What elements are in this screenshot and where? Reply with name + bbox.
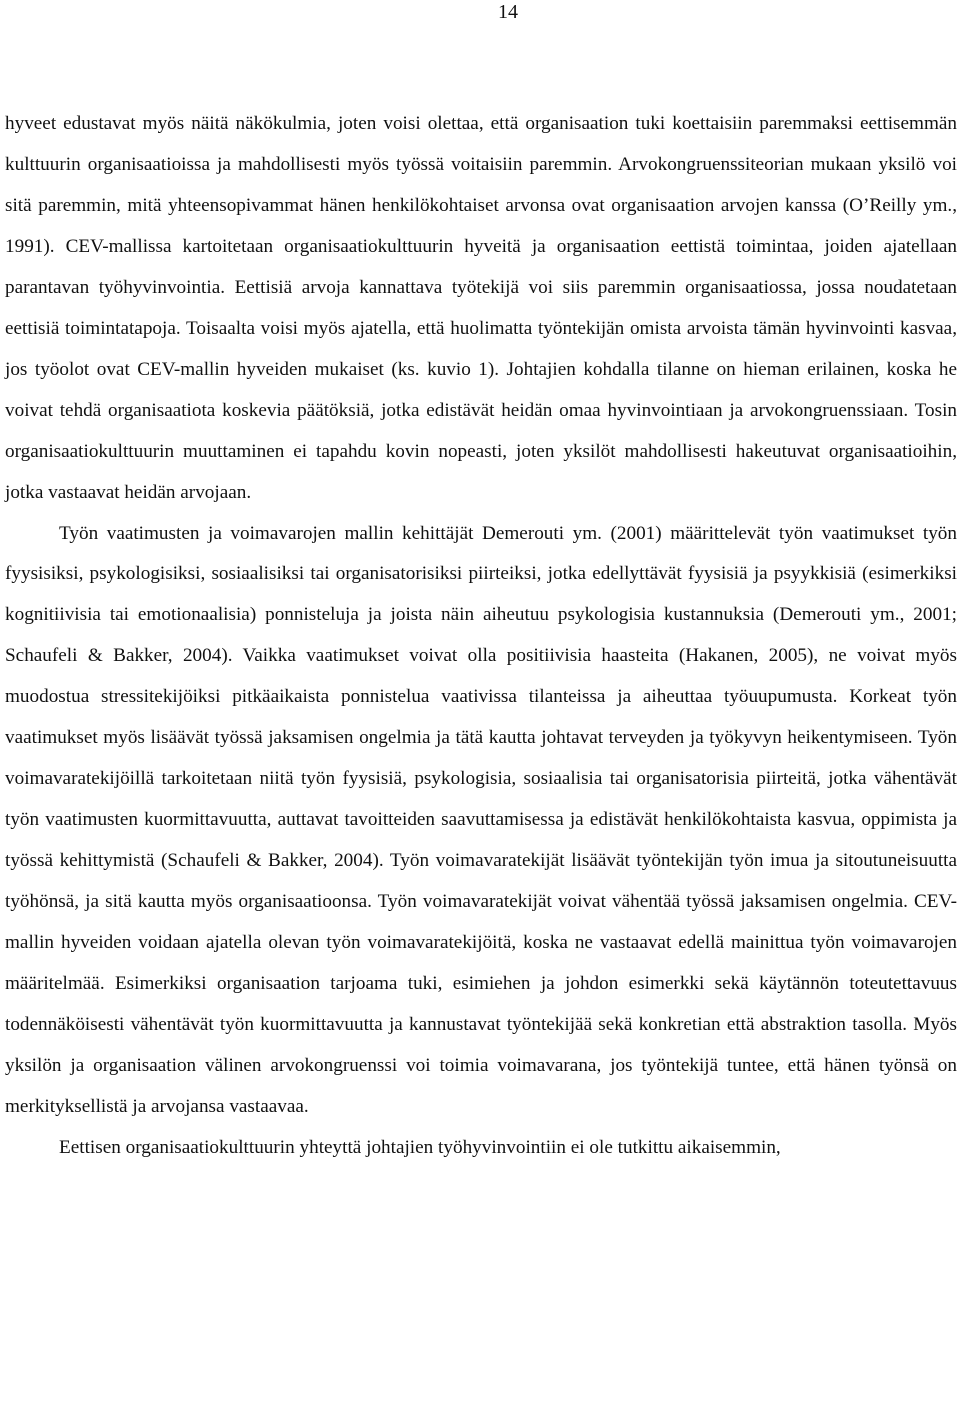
paragraph-2: Työn vaatimusten ja voimavarojen mallin kehittäjät Demerouti ym. (2001) määrittelevät työn vaatimukset työn fyysisiksi, psykologisiksi, sosiaalisiksi tai organisatorisiksi piirteiksi, jotka edellyttävät fyysisiä ja psyykkisiä (esimerkiksi kognitiivisia tai emotionaalisia) ponnisteluja ja joista näin aiheutuu psykologisia kustannuksia (Demerouti ym., 2001; Schaufeli & Bakker, 2004). Vaikka vaatimukset voivat olla positiivisia haasteita (Hakanen, 2005), ne voivat myös muodostua stressitekijöiksi pitkäaikaista ponnistelua vaativissa tilanteissa ja aiheuttaa työuupumusta. Korkeat työn vaatimukset myös lisäävät työssä jaksamisen ongelmia ja tätä kautta johtavat terveyden ja työkyvyn heikentymiseen. Työn voimavaratekijöillä tarkoitetaan niitä työn fyysisiä, psykologisia, sosiaalisia tai organisatorisia piirteitä, jotka vähentävät työn vaatimusten kuormittavuutta, auttavat tavoitteiden saavuttamisessa ja edistävät henkilökohtaista kasvua, oppimista ja työssä kehittymistä (Schaufeli & Bakker, 2004). Työn voimavaratekijät lisäävät työntekijän työn imua ja sitoutuneisuutta työhönsä, ja sitä kautta myös organisaatioonsa. Työn voimavaratekijät voivat vähentää työssä jaksamisen ongelmia. CEV-mallin hyveiden voidaan ajatella olevan työn voimavaratekijöitä, koska ne vastaavat edellä mainittua työn voimavarojen määritelmää. Esimerkiksi organisaation tarjoama tuki, esimiehen ja johdon esimerkki sekä käytännön toteutettavuus todennäköisesti vähentävät työn kuormittavuutta ja kannustavat työntekijää sekä konkretian että abstraktion tasolla. Myös yksilön ja organisaation välinen arvokongruenssi voi toimia voimavarana, jos työntekijä tuntee, että hänen työnsä on merkityksellistä ja arvojansa vastaavaa. — [5, 522, 957, 1117]
page-number: 14 — [498, 1, 518, 23]
paragraph-1: hyveet edustavat myös näitä näkökulmia, joten voisi olettaa, että organisaation tuki koettaisiin paremmaksi eettisemmän kulttuurin organisaatioissa ja mahdollisesti myös työssä voitaisiin paremmin. Arvokongruenssiteorian mukaan yksilö voi sitä paremmin, mitä yhteensopivammat hänen henkilökohtaiset arvonsa ovat organisaation arvojen kanssa (O’Reilly ym., 1991). CEV-mallissa kartoitetaan organisaatiokulttuurin hyveitä ja organisaation eettistä toimintaa, joiden ajatellaan parantavan työhyvinvointia. Eettisiä arvoja kannattava työtekijä voi siis paremmin organisaatiossa, jossa noudatetaan eettisiä toimintatapoja. Toisaalta voisi myös ajatella, että huolimatta työntekijän omista arvoista tämän hyvinvointi kasvaa, jos työolot ovat CEV-mallin hyveiden mukaiset (ks. kuvio 1). Johtajien kohdalla tilanne on hieman erilainen, koska he voivat tehdä organisaatiota koskevia päätöksiä, jotka edistävät heidän omaa hyvinvointiaan ja arvokongruenssiaan. Tosin organisaatiokulttuurin muuttaminen ei tapahdu kovin nopeasti, joten yksilöt mahdollisesti hakeutuvat organisaatioihin, jotka vastaavat heidän arvojaan. — [5, 113, 957, 503]
paragraph-3: Eettisen organisaatiokulttuurin yhteyttä johtajien työhyvinvointiin ei ole tutkittu aikaisemmin, — [59, 1136, 781, 1158]
body-text — [5, 104, 957, 1169]
